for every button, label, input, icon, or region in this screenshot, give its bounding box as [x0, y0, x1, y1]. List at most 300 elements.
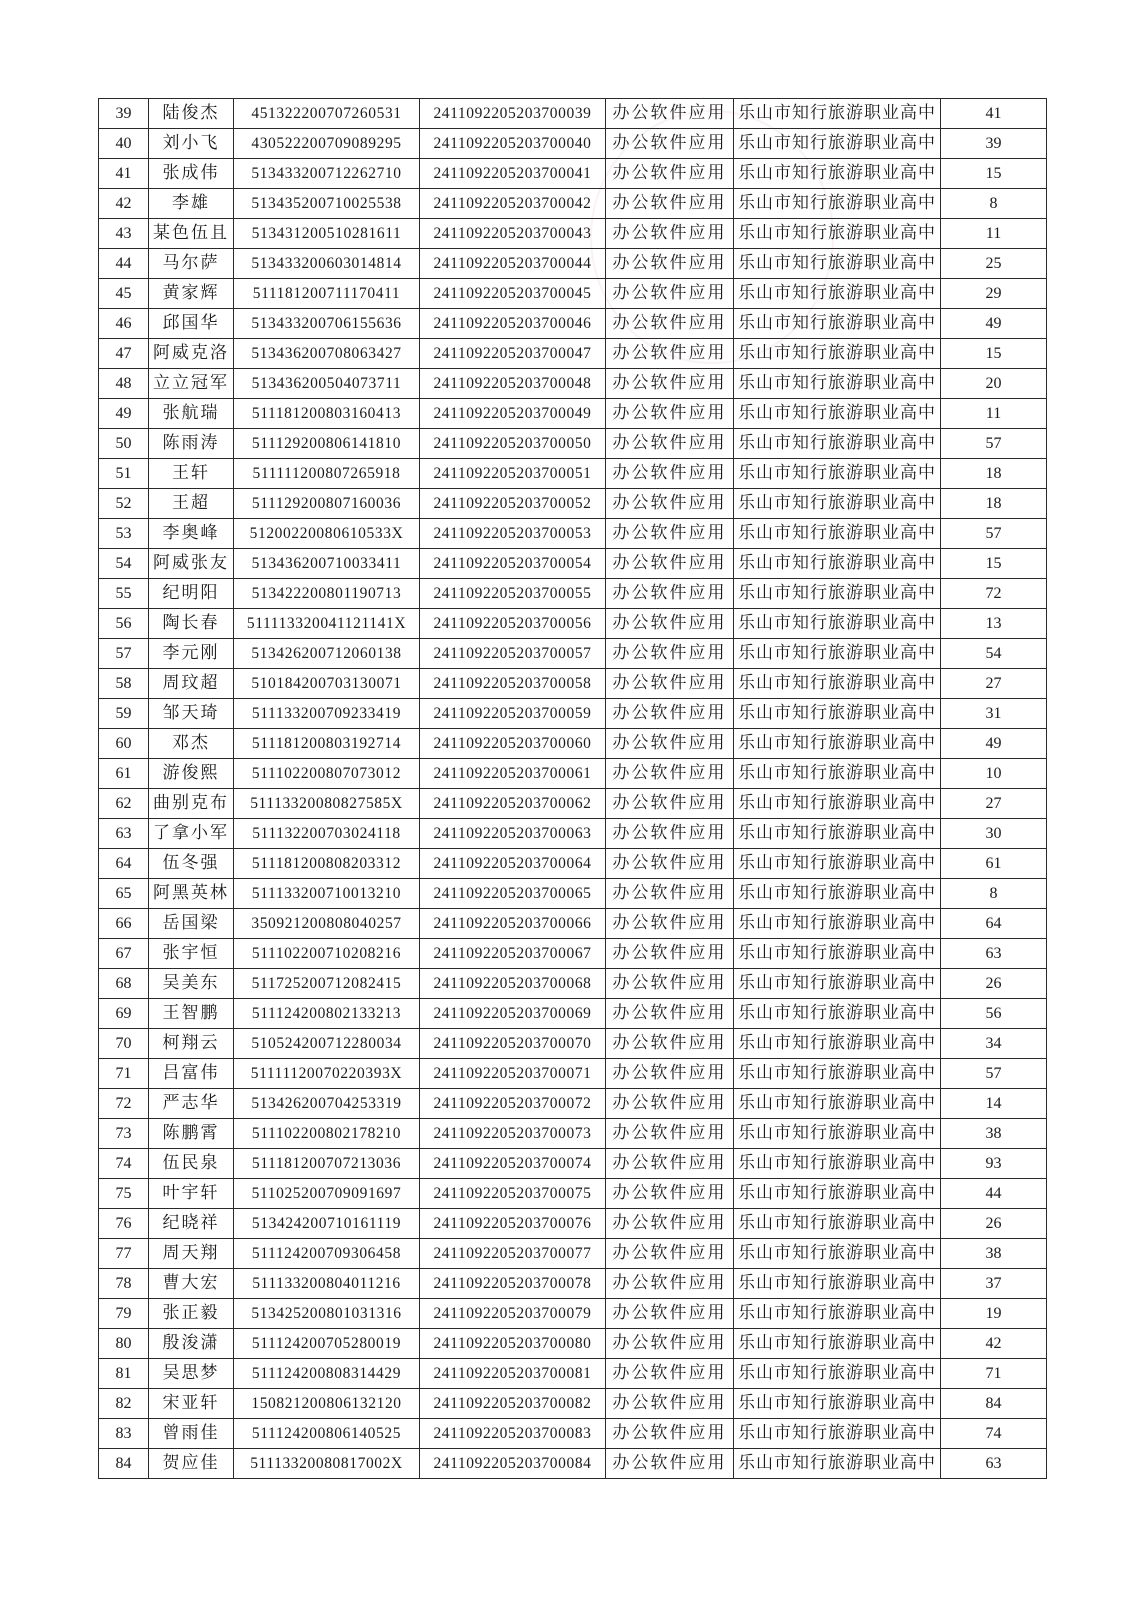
id-number-cell: 51200220080610533X [234, 519, 420, 549]
school-name-cell: 乐山市知行旅游职业高中 [734, 1449, 941, 1479]
student-name-cell: 阿黑英林 [149, 879, 234, 909]
student-name-cell: 邹天琦 [149, 699, 234, 729]
table-row [99, 369, 1047, 399]
score-cell: 13 [941, 609, 1047, 639]
table-row [99, 1329, 1047, 1359]
table-row [99, 159, 1047, 189]
ticket-number-cell: 2411092205203700056 [420, 609, 606, 639]
id-number-cell: 513433200706155636 [234, 309, 420, 339]
ticket-number-cell: 2411092205203700050 [420, 429, 606, 459]
course-name-cell: 办公软件应用 [606, 639, 734, 669]
ticket-number-cell: 2411092205203700083 [420, 1419, 606, 1449]
row-number-cell: 61 [99, 759, 149, 789]
student-name-cell: 李奥峰 [149, 519, 234, 549]
score-cell: 72 [941, 579, 1047, 609]
course-name-cell: 办公软件应用 [606, 1389, 734, 1419]
id-number-cell: 511124200808314429 [234, 1359, 420, 1389]
school-name-cell: 乐山市知行旅游职业高中 [734, 1359, 941, 1389]
school-name-cell: 乐山市知行旅游职业高中 [734, 1419, 941, 1449]
score-cell: 26 [941, 1209, 1047, 1239]
table-row [99, 819, 1047, 849]
course-name-cell: 办公软件应用 [606, 189, 734, 219]
score-cell: 30 [941, 819, 1047, 849]
student-name-cell: 曹大宏 [149, 1269, 234, 1299]
ticket-number-cell: 2411092205203700047 [420, 339, 606, 369]
ticket-number-cell: 2411092205203700075 [420, 1179, 606, 1209]
school-name-cell: 乐山市知行旅游职业高中 [734, 1149, 941, 1179]
row-number-cell: 80 [99, 1329, 149, 1359]
course-name-cell: 办公软件应用 [606, 249, 734, 279]
school-name-cell: 乐山市知行旅游职业高中 [734, 1179, 941, 1209]
ticket-number-cell: 2411092205203700068 [420, 969, 606, 999]
id-number-cell: 511129200806141810 [234, 429, 420, 459]
score-cell: 44 [941, 1179, 1047, 1209]
course-name-cell: 办公软件应用 [606, 339, 734, 369]
row-number-cell: 44 [99, 249, 149, 279]
id-number-cell: 511124200709306458 [234, 1239, 420, 1269]
course-name-cell: 办公软件应用 [606, 969, 734, 999]
id-number-cell: 511133200804011216 [234, 1269, 420, 1299]
table-row [99, 999, 1047, 1029]
course-name-cell: 办公软件应用 [606, 1269, 734, 1299]
school-name-cell: 乐山市知行旅游职业高中 [734, 609, 941, 639]
table-row [99, 219, 1047, 249]
student-name-cell: 王超 [149, 489, 234, 519]
student-name-cell: 某色伍且 [149, 219, 234, 249]
score-cell: 37 [941, 1269, 1047, 1299]
row-number-cell: 79 [99, 1299, 149, 1329]
school-name-cell: 乐山市知行旅游职业高中 [734, 1389, 941, 1419]
score-cell: 10 [941, 759, 1047, 789]
school-name-cell: 乐山市知行旅游职业高中 [734, 999, 941, 1029]
id-number-cell: 51111120070220393X [234, 1059, 420, 1089]
table-row [99, 1419, 1047, 1449]
score-cell: 49 [941, 729, 1047, 759]
course-name-cell: 办公软件应用 [606, 939, 734, 969]
row-number-cell: 58 [99, 669, 149, 699]
student-name-cell: 立立冠军 [149, 369, 234, 399]
row-number-cell: 46 [99, 309, 149, 339]
school-name-cell: 乐山市知行旅游职业高中 [734, 1329, 941, 1359]
course-name-cell: 办公软件应用 [606, 279, 734, 309]
score-cell: 31 [941, 699, 1047, 729]
row-number-cell: 45 [99, 279, 149, 309]
id-number-cell: 511124200705280019 [234, 1329, 420, 1359]
score-cell: 34 [941, 1029, 1047, 1059]
ticket-number-cell: 2411092205203700081 [420, 1359, 606, 1389]
id-number-cell: 511111200807265918 [234, 459, 420, 489]
score-cell: 57 [941, 519, 1047, 549]
ticket-number-cell: 2411092205203700076 [420, 1209, 606, 1239]
row-number-cell: 53 [99, 519, 149, 549]
course-name-cell: 办公软件应用 [606, 519, 734, 549]
course-name-cell: 办公软件应用 [606, 759, 734, 789]
id-number-cell: 511124200802133213 [234, 999, 420, 1029]
school-name-cell: 乐山市知行旅游职业高中 [734, 1119, 941, 1149]
course-name-cell: 办公软件应用 [606, 1449, 734, 1479]
table-row [99, 729, 1047, 759]
school-name-cell: 乐山市知行旅游职业高中 [734, 1269, 941, 1299]
ticket-number-cell: 2411092205203700052 [420, 489, 606, 519]
ticket-number-cell: 2411092205203700043 [420, 219, 606, 249]
school-name-cell: 乐山市知行旅游职业高中 [734, 1059, 941, 1089]
row-number-cell: 50 [99, 429, 149, 459]
score-cell: 18 [941, 459, 1047, 489]
table-row [99, 189, 1047, 219]
course-name-cell: 办公软件应用 [606, 459, 734, 489]
row-number-cell: 62 [99, 789, 149, 819]
score-cell: 38 [941, 1119, 1047, 1149]
school-name-cell: 乐山市知行旅游职业高中 [734, 579, 941, 609]
row-number-cell: 49 [99, 399, 149, 429]
course-name-cell: 办公软件应用 [606, 1179, 734, 1209]
row-number-cell: 72 [99, 1089, 149, 1119]
score-cell: 54 [941, 639, 1047, 669]
ticket-number-cell: 2411092205203700077 [420, 1239, 606, 1269]
ticket-number-cell: 2411092205203700084 [420, 1449, 606, 1479]
row-number-cell: 69 [99, 999, 149, 1029]
id-number-cell: 511132200703024118 [234, 819, 420, 849]
school-name-cell: 乐山市知行旅游职业高中 [734, 969, 941, 999]
table-row [99, 549, 1047, 579]
ticket-number-cell: 2411092205203700080 [420, 1329, 606, 1359]
table-row [99, 1119, 1047, 1149]
table-row [99, 519, 1047, 549]
course-name-cell: 办公软件应用 [606, 1299, 734, 1329]
row-number-cell: 43 [99, 219, 149, 249]
course-name-cell: 办公软件应用 [606, 729, 734, 759]
row-number-cell: 57 [99, 639, 149, 669]
course-name-cell: 办公软件应用 [606, 1059, 734, 1089]
id-number-cell: 511181200707213036 [234, 1149, 420, 1179]
ticket-number-cell: 2411092205203700053 [420, 519, 606, 549]
course-name-cell: 办公软件应用 [606, 429, 734, 459]
ticket-number-cell: 2411092205203700046 [420, 309, 606, 339]
course-name-cell: 办公软件应用 [606, 309, 734, 339]
school-name-cell: 乐山市知行旅游职业高中 [734, 219, 941, 249]
student-name-cell: 王轩 [149, 459, 234, 489]
school-name-cell: 乐山市知行旅游职业高中 [734, 759, 941, 789]
row-number-cell: 60 [99, 729, 149, 759]
table-row [99, 669, 1047, 699]
course-name-cell: 办公软件应用 [606, 1029, 734, 1059]
ticket-number-cell: 2411092205203700049 [420, 399, 606, 429]
id-number-cell: 451322200707260531 [234, 99, 420, 129]
id-number-cell: 513435200710025538 [234, 189, 420, 219]
row-number-cell: 64 [99, 849, 149, 879]
ticket-number-cell: 2411092205203700051 [420, 459, 606, 489]
school-name-cell: 乐山市知行旅游职业高中 [734, 819, 941, 849]
row-number-cell: 70 [99, 1029, 149, 1059]
row-number-cell: 63 [99, 819, 149, 849]
table-row [99, 1149, 1047, 1179]
student-name-cell: 伍冬强 [149, 849, 234, 879]
table-row [99, 1449, 1047, 1479]
student-name-cell: 黄家辉 [149, 279, 234, 309]
id-number-cell: 513433200603014814 [234, 249, 420, 279]
table-row [99, 279, 1047, 309]
table-row [99, 1299, 1047, 1329]
id-number-cell: 510524200712280034 [234, 1029, 420, 1059]
school-name-cell: 乐山市知行旅游职业高中 [734, 1029, 941, 1059]
student-name-cell: 陈雨涛 [149, 429, 234, 459]
row-number-cell: 47 [99, 339, 149, 369]
course-name-cell: 办公软件应用 [606, 669, 734, 699]
row-number-cell: 39 [99, 99, 149, 129]
score-cell: 63 [941, 1449, 1047, 1479]
row-number-cell: 77 [99, 1239, 149, 1269]
score-cell: 8 [941, 189, 1047, 219]
course-name-cell: 办公软件应用 [606, 849, 734, 879]
id-number-cell: 513422200801190713 [234, 579, 420, 609]
ticket-number-cell: 2411092205203700078 [420, 1269, 606, 1299]
row-number-cell: 73 [99, 1119, 149, 1149]
row-number-cell: 83 [99, 1419, 149, 1449]
ticket-number-cell: 2411092205203700057 [420, 639, 606, 669]
id-number-cell: 513425200801031316 [234, 1299, 420, 1329]
score-cell: 27 [941, 789, 1047, 819]
table-row [99, 609, 1047, 639]
score-cell: 49 [941, 309, 1047, 339]
student-name-cell: 张航瑞 [149, 399, 234, 429]
student-name-cell: 贺应佳 [149, 1449, 234, 1479]
row-number-cell: 71 [99, 1059, 149, 1089]
student-name-cell: 阿威张友 [149, 549, 234, 579]
course-name-cell: 办公软件应用 [606, 129, 734, 159]
score-cell: 25 [941, 249, 1047, 279]
course-name-cell: 办公软件应用 [606, 1089, 734, 1119]
id-number-cell: 150821200806132120 [234, 1389, 420, 1419]
ticket-number-cell: 2411092205203700042 [420, 189, 606, 219]
student-name-cell: 周玟超 [149, 669, 234, 699]
score-cell: 15 [941, 339, 1047, 369]
course-name-cell: 办公软件应用 [606, 1329, 734, 1359]
school-name-cell: 乐山市知行旅游职业高中 [734, 879, 941, 909]
ticket-number-cell: 2411092205203700079 [420, 1299, 606, 1329]
table-row [99, 249, 1047, 279]
table-row [99, 909, 1047, 939]
school-name-cell: 乐山市知行旅游职业高中 [734, 669, 941, 699]
id-number-cell: 513433200712262710 [234, 159, 420, 189]
table-row [99, 489, 1047, 519]
row-number-cell: 78 [99, 1269, 149, 1299]
score-cell: 19 [941, 1299, 1047, 1329]
id-number-cell: 511181200803192714 [234, 729, 420, 759]
row-number-cell: 59 [99, 699, 149, 729]
school-name-cell: 乐山市知行旅游职业高中 [734, 939, 941, 969]
ticket-number-cell: 2411092205203700064 [420, 849, 606, 879]
school-name-cell: 乐山市知行旅游职业高中 [734, 1239, 941, 1269]
student-name-cell: 刘小飞 [149, 129, 234, 159]
table-row [99, 1029, 1047, 1059]
table-row [99, 399, 1047, 429]
ticket-number-cell: 2411092205203700063 [420, 819, 606, 849]
course-name-cell: 办公软件应用 [606, 1149, 734, 1179]
row-number-cell: 41 [99, 159, 149, 189]
ticket-number-cell: 2411092205203700066 [420, 909, 606, 939]
row-number-cell: 66 [99, 909, 149, 939]
table-row [99, 1179, 1047, 1209]
score-cell: 41 [941, 99, 1047, 129]
school-name-cell: 乐山市知行旅游职业高中 [734, 129, 941, 159]
student-name-cell: 岳国梁 [149, 909, 234, 939]
ticket-number-cell: 2411092205203700044 [420, 249, 606, 279]
course-name-cell: 办公软件应用 [606, 909, 734, 939]
id-number-cell: 513436200708063427 [234, 339, 420, 369]
id-number-cell: 511133200710013210 [234, 879, 420, 909]
score-cell: 57 [941, 429, 1047, 459]
score-table [98, 98, 1047, 1479]
table-row [99, 1269, 1047, 1299]
ticket-number-cell: 2411092205203700062 [420, 789, 606, 819]
id-number-cell: 51113320080827585X [234, 789, 420, 819]
student-name-cell: 张正毅 [149, 1299, 234, 1329]
student-name-cell: 曾雨佳 [149, 1419, 234, 1449]
row-number-cell: 56 [99, 609, 149, 639]
school-name-cell: 乐山市知行旅游职业高中 [734, 309, 941, 339]
course-name-cell: 办公软件应用 [606, 1359, 734, 1389]
score-cell: 29 [941, 279, 1047, 309]
row-number-cell: 81 [99, 1359, 149, 1389]
student-name-cell: 吴思梦 [149, 1359, 234, 1389]
ticket-number-cell: 2411092205203700054 [420, 549, 606, 579]
table-row [99, 129, 1047, 159]
id-number-cell: 511181200803160413 [234, 399, 420, 429]
table-row [99, 969, 1047, 999]
table-row [99, 759, 1047, 789]
row-number-cell: 67 [99, 939, 149, 969]
id-number-cell: 511124200806140525 [234, 1419, 420, 1449]
student-name-cell: 邓杰 [149, 729, 234, 759]
ticket-number-cell: 2411092205203700045 [420, 279, 606, 309]
row-number-cell: 65 [99, 879, 149, 909]
ticket-number-cell: 2411092205203700082 [420, 1389, 606, 1419]
score-cell: 20 [941, 369, 1047, 399]
student-name-cell: 张成伟 [149, 159, 234, 189]
score-cell: 56 [941, 999, 1047, 1029]
ticket-number-cell: 2411092205203700070 [420, 1029, 606, 1059]
score-cell: 63 [941, 939, 1047, 969]
student-name-cell: 游俊熙 [149, 759, 234, 789]
table-row [99, 639, 1047, 669]
table-row [99, 1209, 1047, 1239]
id-number-cell: 511181200808203312 [234, 849, 420, 879]
table-row [99, 1359, 1047, 1389]
course-name-cell: 办公软件应用 [606, 579, 734, 609]
score-cell: 42 [941, 1329, 1047, 1359]
id-number-cell: 511025200709091697 [234, 1179, 420, 1209]
row-number-cell: 55 [99, 579, 149, 609]
school-name-cell: 乐山市知行旅游职业高中 [734, 369, 941, 399]
school-name-cell: 乐山市知行旅游职业高中 [734, 849, 941, 879]
id-number-cell: 513426200704253319 [234, 1089, 420, 1119]
ticket-number-cell: 2411092205203700072 [420, 1089, 606, 1119]
ticket-number-cell: 2411092205203700073 [420, 1119, 606, 1149]
school-name-cell: 乐山市知行旅游职业高中 [734, 909, 941, 939]
row-number-cell: 40 [99, 129, 149, 159]
school-name-cell: 乐山市知行旅游职业高中 [734, 1209, 941, 1239]
school-name-cell: 乐山市知行旅游职业高中 [734, 459, 941, 489]
student-name-cell: 殷浚潇 [149, 1329, 234, 1359]
row-number-cell: 51 [99, 459, 149, 489]
score-cell: 26 [941, 969, 1047, 999]
course-name-cell: 办公软件应用 [606, 399, 734, 429]
ticket-number-cell: 2411092205203700039 [420, 99, 606, 129]
course-name-cell: 办公软件应用 [606, 699, 734, 729]
school-name-cell: 乐山市知行旅游职业高中 [734, 519, 941, 549]
course-name-cell: 办公软件应用 [606, 879, 734, 909]
id-number-cell: 511113320041121141X [234, 609, 420, 639]
course-name-cell: 办公软件应用 [606, 489, 734, 519]
school-name-cell: 乐山市知行旅游职业高中 [734, 699, 941, 729]
score-cell: 27 [941, 669, 1047, 699]
ticket-number-cell: 2411092205203700074 [420, 1149, 606, 1179]
school-name-cell: 乐山市知行旅游职业高中 [734, 1089, 941, 1119]
student-name-cell: 伍民泉 [149, 1149, 234, 1179]
student-name-cell: 陈鹏霄 [149, 1119, 234, 1149]
id-number-cell: 511102200807073012 [234, 759, 420, 789]
student-name-cell: 叶宇轩 [149, 1179, 234, 1209]
id-number-cell: 510184200703130071 [234, 669, 420, 699]
id-number-cell: 511129200807160036 [234, 489, 420, 519]
table-row [99, 1389, 1047, 1419]
id-number-cell: 511102200802178210 [234, 1119, 420, 1149]
student-name-cell: 马尔萨 [149, 249, 234, 279]
student-name-cell: 纪晓祥 [149, 1209, 234, 1239]
ticket-number-cell: 2411092205203700060 [420, 729, 606, 759]
table-row [99, 99, 1047, 129]
student-name-cell: 陶长春 [149, 609, 234, 639]
school-name-cell: 乐山市知行旅游职业高中 [734, 249, 941, 279]
course-name-cell: 办公软件应用 [606, 609, 734, 639]
table-row [99, 699, 1047, 729]
id-number-cell: 430522200709089295 [234, 129, 420, 159]
student-name-cell: 宋亚轩 [149, 1389, 234, 1419]
school-name-cell: 乐山市知行旅游职业高中 [734, 1299, 941, 1329]
score-cell: 15 [941, 549, 1047, 579]
student-name-cell: 纪明阳 [149, 579, 234, 609]
student-name-cell: 张宇恒 [149, 939, 234, 969]
score-cell: 57 [941, 1059, 1047, 1089]
id-number-cell: 513424200710161119 [234, 1209, 420, 1239]
student-name-cell: 阿威克洛 [149, 339, 234, 369]
table-row [99, 849, 1047, 879]
ticket-number-cell: 2411092205203700067 [420, 939, 606, 969]
row-number-cell: 76 [99, 1209, 149, 1239]
id-number-cell: 513426200712060138 [234, 639, 420, 669]
course-name-cell: 办公软件应用 [606, 369, 734, 399]
row-number-cell: 82 [99, 1389, 149, 1419]
score-cell: 64 [941, 909, 1047, 939]
table-body [99, 99, 1047, 1479]
course-name-cell: 办公软件应用 [606, 219, 734, 249]
student-name-cell: 周天翔 [149, 1239, 234, 1269]
course-name-cell: 办公软件应用 [606, 1209, 734, 1239]
ticket-number-cell: 2411092205203700065 [420, 879, 606, 909]
id-number-cell: 511133200709233419 [234, 699, 420, 729]
school-name-cell: 乐山市知行旅游职业高中 [734, 159, 941, 189]
course-name-cell: 办公软件应用 [606, 99, 734, 129]
table-row [99, 459, 1047, 489]
ticket-number-cell: 2411092205203700055 [420, 579, 606, 609]
student-name-cell: 柯翔云 [149, 1029, 234, 1059]
score-cell: 38 [941, 1239, 1047, 1269]
score-cell: 71 [941, 1359, 1047, 1389]
row-number-cell: 84 [99, 1449, 149, 1479]
table-row [99, 939, 1047, 969]
school-name-cell: 乐山市知行旅游职业高中 [734, 789, 941, 819]
ticket-number-cell: 2411092205203700061 [420, 759, 606, 789]
